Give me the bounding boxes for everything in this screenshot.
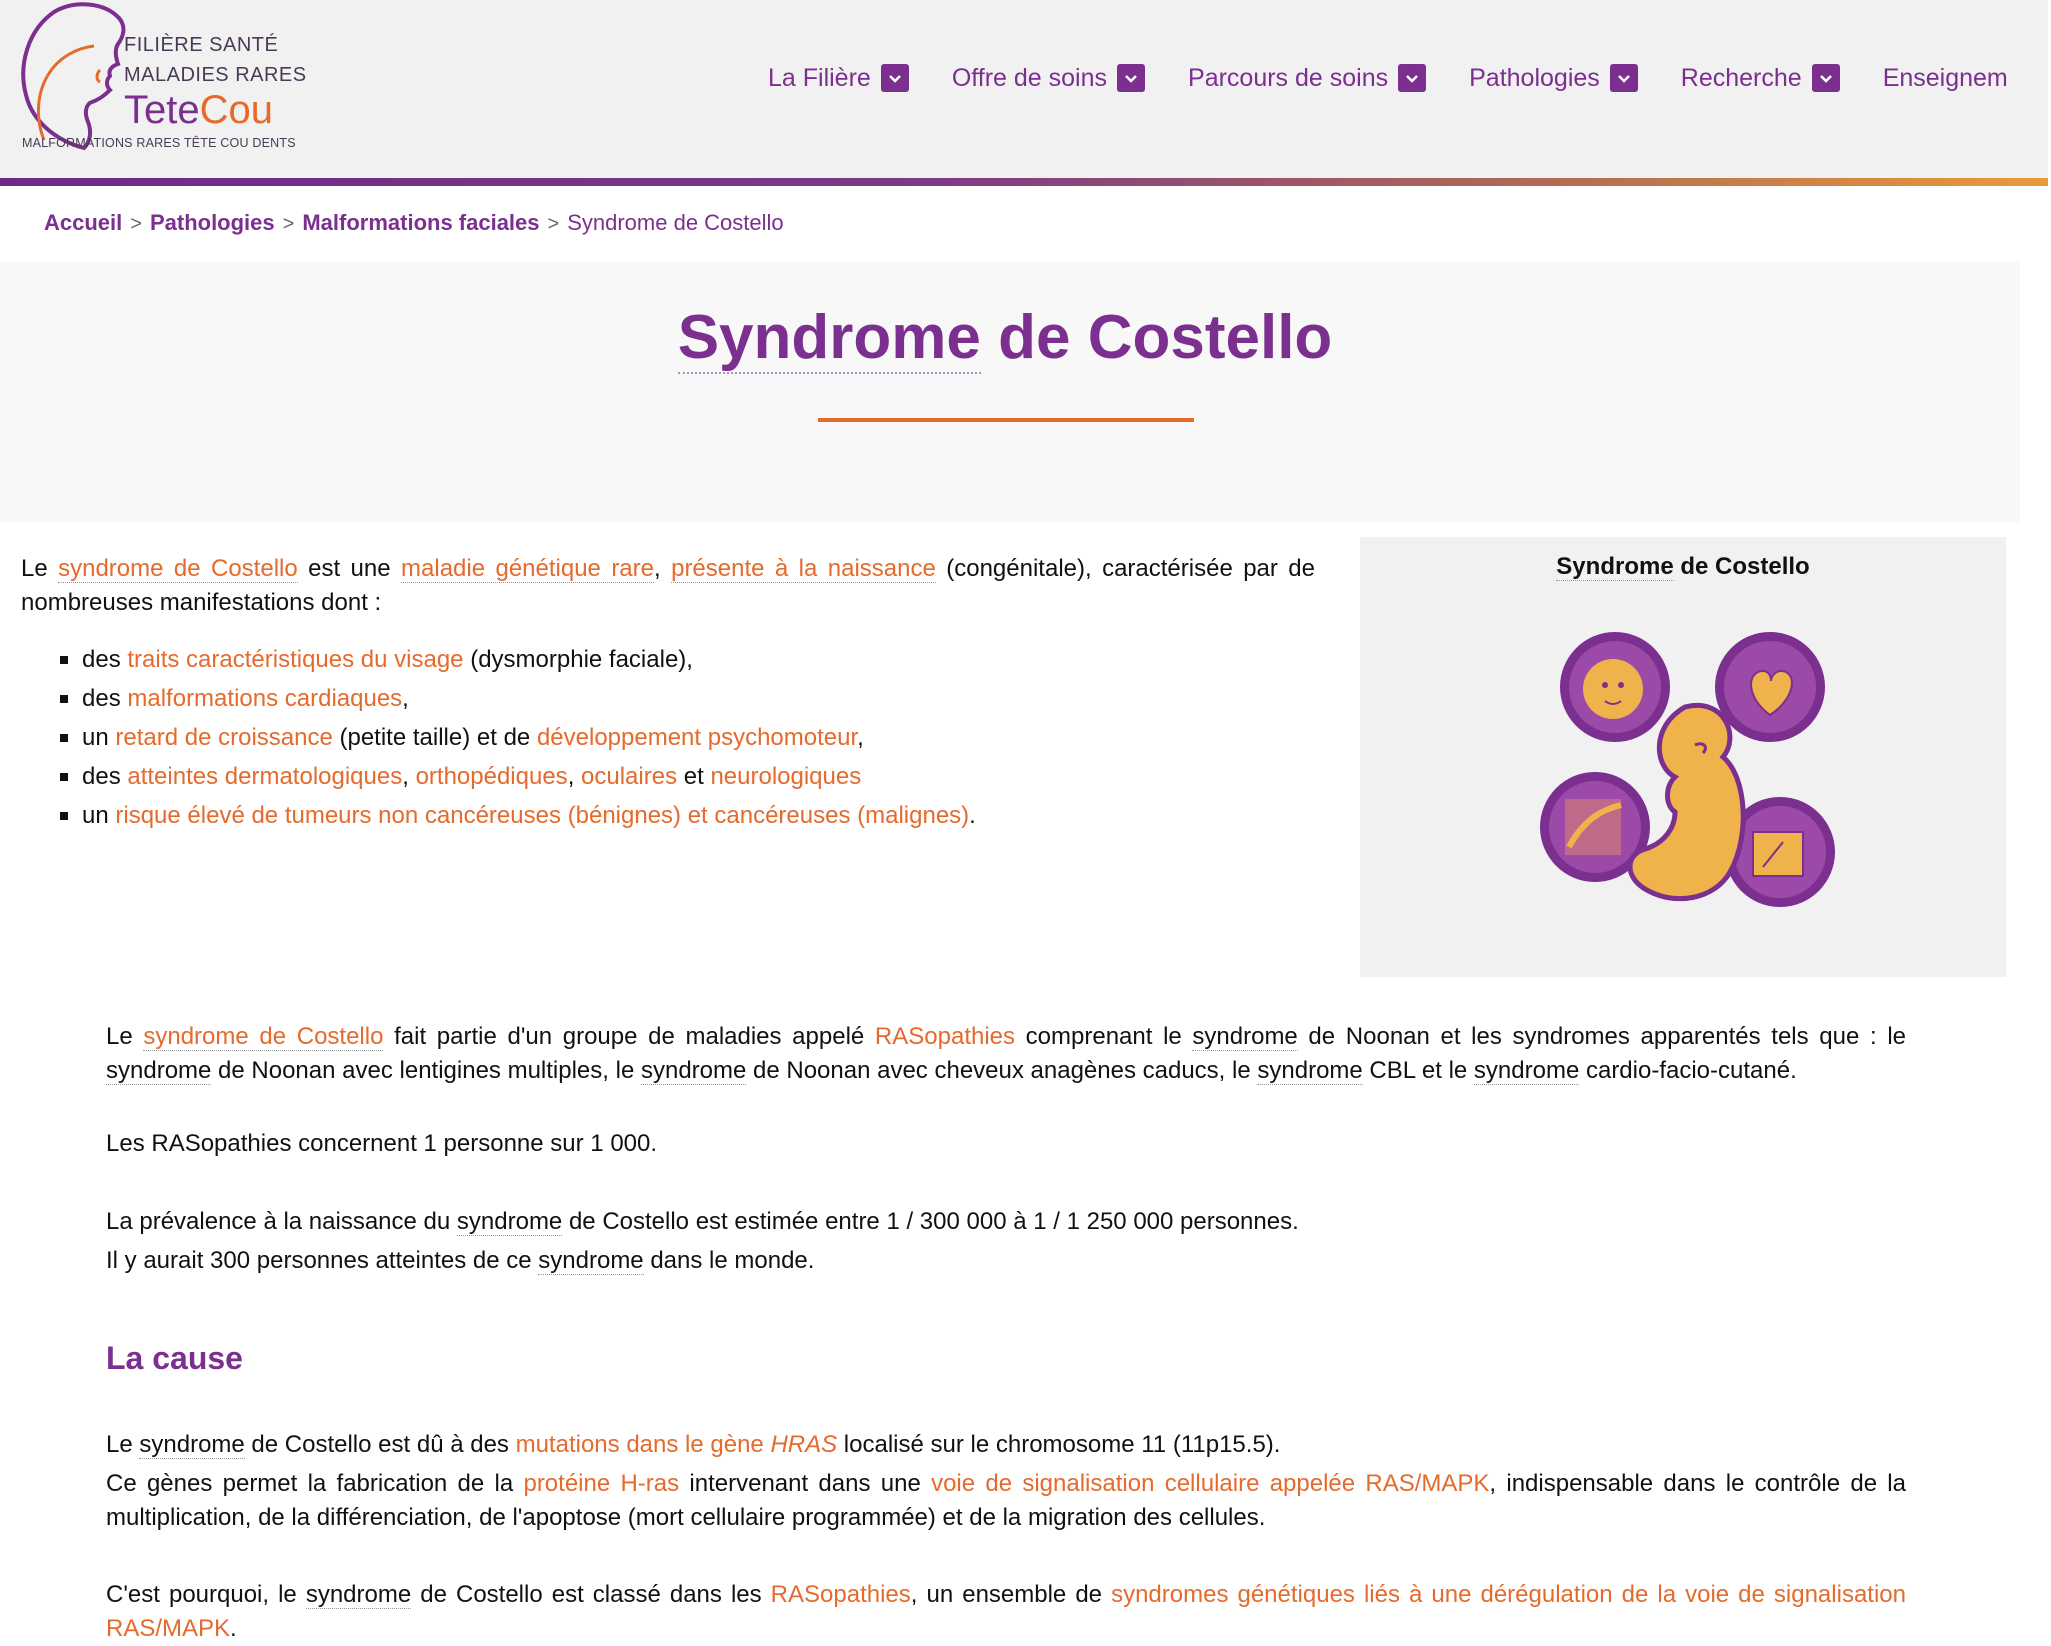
link-voie-signalisation[interactable]: voie de signalisation cellulaire appelée RAS/MAPK: [931, 1470, 1490, 1497]
nav-item-label: Pathologies: [1469, 63, 1600, 92]
text: dans le monde.: [643, 1247, 815, 1274]
section-heading-cause: La cause: [106, 1340, 243, 1376]
logo-brand: [124, 88, 273, 133]
text: ,: [654, 555, 672, 582]
nav-item-label: La Filière: [768, 63, 871, 92]
link-mutations-gene-hras[interactable]: [516, 1431, 838, 1458]
text: des: [82, 646, 128, 673]
main-nav: [768, 60, 2051, 96]
title-banner: [0, 262, 2020, 522]
text: ,: [857, 724, 864, 751]
list-item: [60, 796, 976, 835]
link-presente-naissance[interactable]: présente à la naissance: [671, 555, 936, 582]
paragraph-worldwide-count: [106, 1244, 1906, 1278]
breadcrumb-current: Syndrome de Costello: [567, 210, 784, 235]
glossary-term[interactable]: syndrome: [538, 1247, 644, 1274]
text: un: [82, 724, 116, 751]
link-developpement-psychomoteur[interactable]: développement psychomoteur: [536, 724, 858, 751]
text: ,: [567, 763, 582, 790]
chevron-down-icon[interactable]: [1812, 64, 1840, 92]
link-traits-visage[interactable]: traits caractéristiques du visage: [127, 646, 464, 673]
head-profile-logo-icon: [14, 0, 134, 150]
link-oculaires[interactable]: oculaires: [581, 763, 678, 790]
text: de Noonan avec lentigines multiples, le: [211, 1057, 641, 1084]
link-proteine-h-ras[interactable]: protéine H-ras: [523, 1470, 680, 1497]
logo-line-1: FILIÈRE SANTÉ: [124, 34, 279, 56]
breadcrumb-pathologies-link[interactable]: Pathologies: [149, 210, 275, 235]
manifestations-list: [60, 640, 976, 835]
text: ,: [402, 685, 409, 712]
text: localisé sur le chromosome 11 (11p15.5).: [837, 1431, 1281, 1458]
intro-paragraph: [21, 552, 1315, 620]
text: (petite taille) et de: [332, 724, 537, 751]
link-syndromes-genetiques-ras-mapk[interactable]: syndromes génétiques liés à une dérégulation de la voie de signalisation RAS/MAPK: [106, 1581, 1906, 1642]
text: Ce gènes permet la fabrication de la: [106, 1470, 524, 1497]
link-rasopathies[interactable]: RASopathies: [874, 1023, 1016, 1050]
glossary-term[interactable]: syndrome: [1473, 1057, 1580, 1084]
text: fait partie d'un groupe de maladies appelé: [383, 1023, 875, 1050]
text: , un ensemble de: [910, 1581, 1112, 1608]
text: ,: [402, 763, 416, 790]
breadcrumb-separator: >: [282, 213, 295, 235]
link-syndrome-de-costello[interactable]: syndrome de Costello: [143, 1023, 384, 1050]
page-title-rest: de Costello: [980, 303, 1333, 372]
breadcrumb-home-link[interactable]: Accueil: [44, 210, 123, 235]
glossary-term[interactable]: Syndrome: [677, 303, 981, 372]
info-card-title-rest: de Costello: [1673, 553, 1810, 580]
text: de Noonan et les syndromes apparentés tels que : le: [1297, 1023, 1906, 1050]
list-item: [60, 757, 976, 796]
glossary-term[interactable]: syndrome: [139, 1431, 245, 1458]
chevron-down-icon[interactable]: [1610, 64, 1638, 92]
glossary-term[interactable]: syndrome: [1257, 1057, 1363, 1084]
paragraph-rasopathies-frequency: Les RASopathies concernent 1 personne sur 1 000.: [106, 1130, 658, 1157]
text: mutations dans le gène: [515, 1431, 771, 1458]
glossary-term[interactable]: syndrome: [305, 1581, 412, 1608]
text: comprenant le: [1015, 1023, 1193, 1050]
paragraph-prevalence: [106, 1205, 1906, 1239]
paragraph-classification: [106, 1578, 1906, 1646]
link-neurologiques[interactable]: neurologiques: [710, 763, 862, 790]
text: des: [82, 763, 128, 790]
link-atteintes-dermatologiques[interactable]: atteintes dermatologiques: [127, 763, 403, 790]
list-item: [60, 679, 976, 718]
text: de Noonan avec cheveux anagènes caducs, le: [746, 1057, 1258, 1084]
syndrome-illustration-icon: [1525, 627, 1845, 927]
glossary-term[interactable]: syndrome: [1192, 1023, 1298, 1050]
chevron-down-icon[interactable]: [1398, 64, 1426, 92]
glossary-term[interactable]: syndrome: [456, 1208, 563, 1235]
text: intervenant dans une: [679, 1470, 932, 1497]
text: C'est pourquoi, le: [106, 1581, 306, 1608]
nav-item-label: Parcours de soins: [1188, 63, 1389, 92]
text: de Costello est classé dans les: [411, 1581, 771, 1608]
nav-item-parcours-de-soins[interactable]: [1188, 64, 1426, 93]
header-gradient-bar: [0, 178, 2048, 186]
text: Le: [106, 1431, 140, 1458]
list-item: [60, 640, 976, 679]
text: cardio-facio-cutané.: [1579, 1057, 1797, 1084]
list-item: [60, 718, 976, 757]
text: , indispensable dans le contrôle de la multiplication, de la différenciation, de l'apoptose (mort cellulaire programmée) et de la migration des cellules.: [106, 1470, 1906, 1531]
text: Le: [21, 555, 59, 582]
logo-tagline: MALFORMATIONS RARES TÊTE COU DENTS: [22, 136, 296, 150]
nav-item-la-filiere[interactable]: [768, 64, 909, 93]
link-risque-tumeurs[interactable]: risque élevé de tumeurs non cancéreuses (bénignes) et cancéreuses (malignes): [115, 802, 970, 829]
paragraph-rasopathies: [106, 1020, 1906, 1088]
link-rasopathies[interactable]: RASopathies: [770, 1581, 911, 1608]
logo-line-2: MALADIES RARES: [124, 64, 307, 86]
text: de Costello est estimée entre 1 / 300 000 à 1 / 1 250 000 personnes.: [562, 1208, 1299, 1235]
logo-brand-cou: Cou: [199, 88, 273, 132]
link-maladie-genetique-rare[interactable]: maladie génétique rare: [401, 555, 654, 582]
text: et: [677, 763, 711, 790]
site-logo[interactable]: [14, 0, 314, 160]
text: CBL et le: [1362, 1057, 1474, 1084]
glossary-term[interactable]: syndrome: [106, 1057, 212, 1084]
text: de Costello est dû à des: [244, 1431, 516, 1458]
text: (congénitale), caractérisée par de nombreuses manifestations dont :: [21, 555, 1315, 616]
nav-item-recherche[interactable]: [1681, 64, 1840, 93]
nav-item-pathologies[interactable]: [1469, 64, 1638, 93]
text: est une: [297, 555, 402, 582]
text: Il y aurait 300 personnes atteintes de ce: [106, 1247, 539, 1274]
link-malformations-cardiaques[interactable]: malformations cardiaques: [127, 685, 403, 712]
text: HRAS: [770, 1431, 838, 1458]
nav-item-enseignement[interactable]: [1883, 64, 2008, 93]
nav-item-label: Offre de soins: [951, 63, 1108, 92]
chevron-down-icon[interactable]: [881, 64, 909, 92]
text: des: [82, 685, 128, 712]
glossary-term[interactable]: Syndrome: [1556, 553, 1674, 580]
link-orthopediques[interactable]: orthopédiques: [415, 763, 568, 790]
text: (dysmorphie faciale),: [463, 646, 693, 673]
nav-item-label: Enseignem: [1882, 63, 2008, 92]
text: La prévalence à la naissance du: [106, 1208, 457, 1235]
title-underline: [818, 418, 1194, 422]
text: .: [969, 802, 976, 829]
info-card: [1360, 537, 2006, 977]
breadcrumb-separator: >: [547, 213, 560, 235]
site-header: [0, 0, 2048, 180]
text: .: [230, 1615, 237, 1642]
info-card-title: [1360, 553, 2006, 581]
chevron-down-icon[interactable]: [1117, 64, 1145, 92]
logo-brand-tete: Tete: [124, 88, 200, 132]
nav-item-offre-de-soins[interactable]: [952, 64, 1145, 93]
page-title: [0, 302, 2010, 373]
nav-item-label: Recherche: [1680, 63, 1802, 92]
breadcrumb: [44, 210, 784, 236]
paragraph-cause-gene: [106, 1428, 1906, 1462]
text: Le: [106, 1023, 144, 1050]
breadcrumb-malformations-link[interactable]: Malformations faciales: [302, 210, 540, 235]
text: un: [82, 802, 116, 829]
glossary-term[interactable]: syndrome: [640, 1057, 747, 1084]
breadcrumb-separator: >: [130, 213, 142, 235]
paragraph-protein-hras: [106, 1467, 1906, 1535]
link-retard-croissance[interactable]: retard de croissance: [115, 724, 333, 751]
link-syndrome-de-costello[interactable]: syndrome de Costello: [58, 555, 298, 582]
